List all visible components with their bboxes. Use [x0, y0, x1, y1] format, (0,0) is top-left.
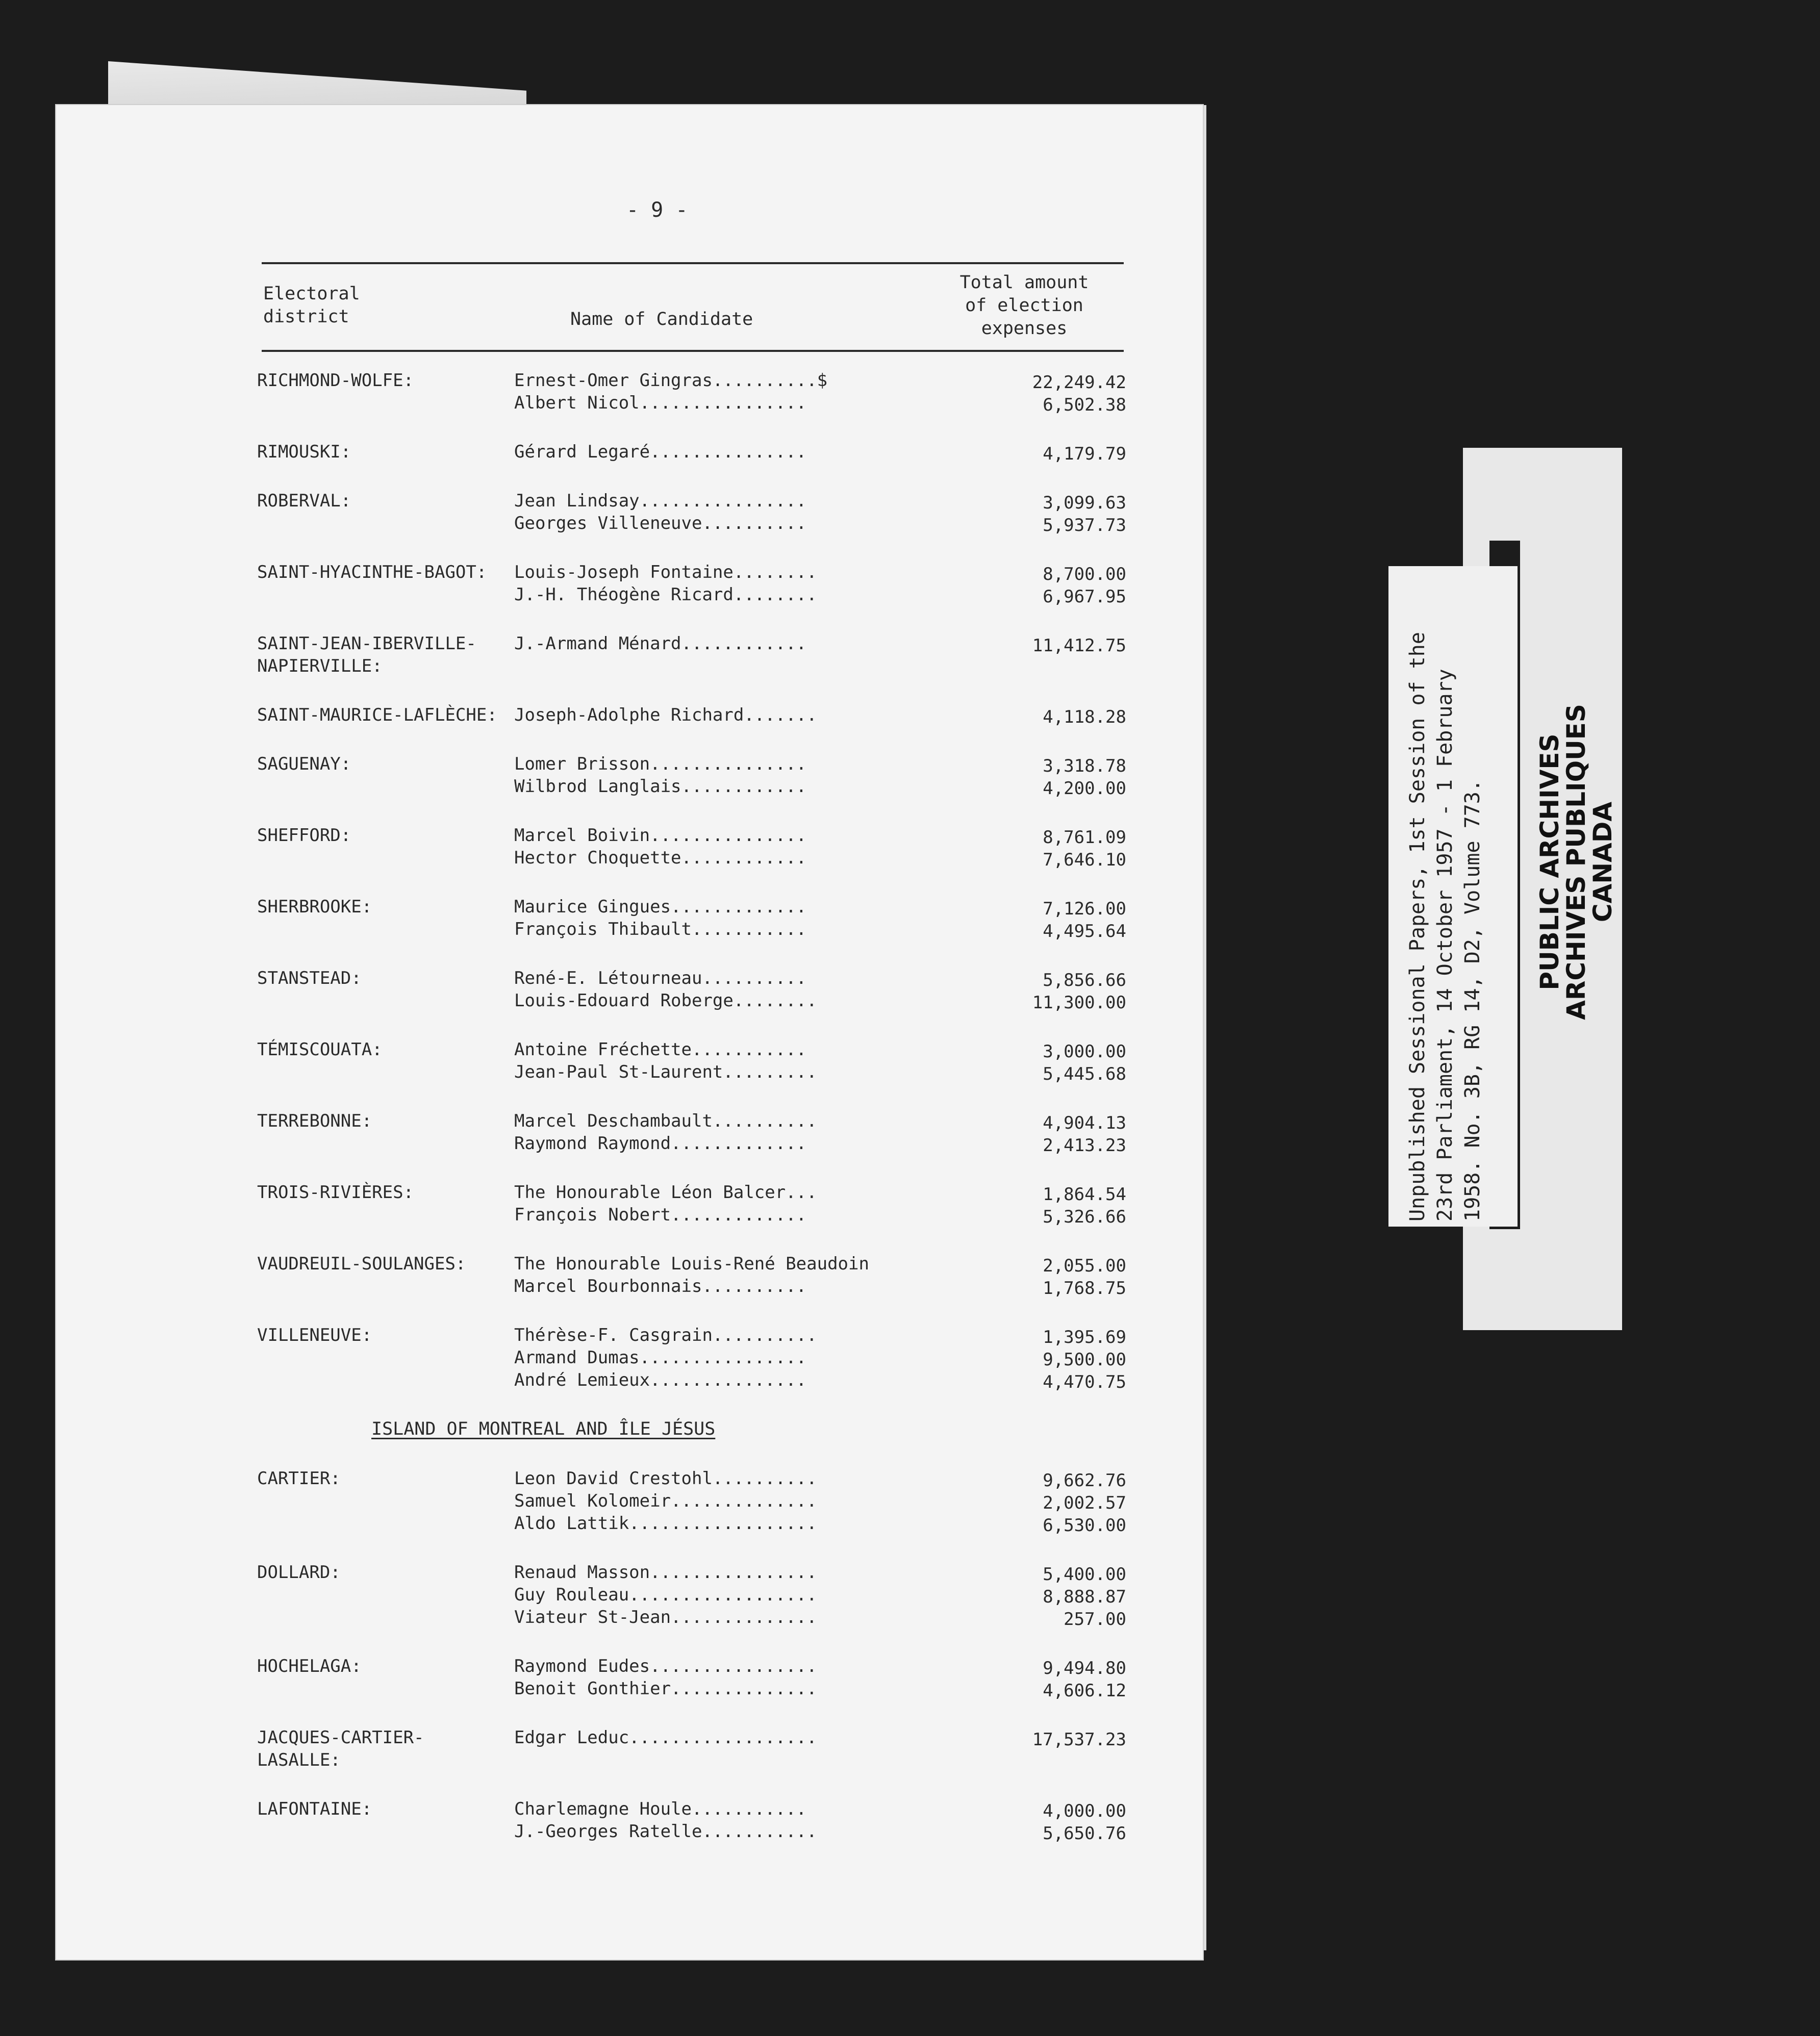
electoral-district: CARTIER: — [257, 1468, 341, 1489]
candidate-name: André Lemieux............... — [514, 1370, 807, 1390]
candidate-name: J.-Armand Ménard............ — [514, 633, 807, 654]
election-expense-amount: 8,888.87 — [1043, 1587, 1126, 1607]
candidate-name: J.-Georges Ratelle........... — [514, 1821, 817, 1842]
district-group — [55, 753, 1204, 798]
candidate-row — [514, 1275, 1126, 1297]
candidate-row — [514, 1655, 1126, 1677]
election-expense-amount: 11,412.75 — [1032, 635, 1126, 656]
candidate-name: Jean-Paul St-Laurent......... — [514, 1062, 817, 1082]
candidate-row — [514, 1726, 1126, 1749]
election-expense-amount: 4,000.00 — [1043, 1801, 1126, 1821]
election-expense-amount: 4,179.79 — [1043, 444, 1126, 464]
election-expense-amount: 6,967.95 — [1043, 587, 1126, 607]
candidate-list — [514, 490, 1126, 535]
district-group — [55, 1467, 1204, 1535]
candidate-name: Aldo Lattik.................. — [514, 1513, 817, 1534]
district-group — [55, 1038, 1204, 1083]
candidate-list — [514, 1324, 1126, 1391]
quebec-districts — [55, 369, 1204, 1391]
candidate-name: Georges Villeneuve.......... — [514, 513, 807, 533]
election-expense-amount: 9,494.80 — [1043, 1658, 1126, 1678]
election-expense-amount: 5,937.73 — [1043, 515, 1126, 536]
candidate-list — [514, 1467, 1126, 1535]
candidate-name: Jean Lindsay................ — [514, 491, 807, 511]
district-group — [55, 1655, 1204, 1700]
candidate-name: François Thibault........... — [514, 919, 807, 939]
candidate-name: Marcel Boivin............... — [514, 825, 807, 846]
district-group — [55, 632, 1204, 677]
montreal-districts — [55, 1467, 1204, 1843]
candidate-row — [514, 1584, 1126, 1606]
electoral-district: TÉMISCOUATA: — [257, 1039, 383, 1060]
candidate-name: Edgar Leduc.................. — [514, 1727, 817, 1748]
electoral-district: ROBERVAL: — [257, 491, 351, 511]
electoral-district: VILLENEUVE: — [257, 1325, 372, 1345]
candidate-row — [514, 704, 1126, 726]
candidate-list — [514, 704, 1126, 726]
election-expense-amount: 1,395.69 — [1043, 1327, 1126, 1347]
district-group — [55, 896, 1204, 940]
page-number: - 9 - — [626, 198, 688, 222]
candidate-name: Gérard Legaré............... — [514, 442, 807, 462]
electoral-district: SAGUENAY: — [257, 754, 351, 774]
candidate-name: The Honourable Louis-René Beaudoin — [514, 1254, 869, 1274]
candidate-list — [514, 1181, 1126, 1226]
candidate-row — [514, 775, 1126, 798]
candidate-name: Thérèse-F. Casgrain.......... — [514, 1325, 817, 1345]
candidate-list — [514, 1655, 1126, 1700]
candidate-row — [514, 1061, 1126, 1083]
election-expense-amount: 2,002.57 — [1043, 1493, 1126, 1513]
electoral-district: LAFONTAINE: — [257, 1799, 372, 1819]
election-expense-amount: 4,904.13 — [1043, 1113, 1126, 1133]
candidate-name: Joseph-Adolphe Richard....... — [514, 705, 817, 725]
district-group — [55, 1561, 1204, 1628]
election-expense-amount: 2,413.23 — [1043, 1135, 1126, 1156]
election-expense-amount: 4,495.64 — [1043, 921, 1126, 941]
candidate-row — [514, 1512, 1126, 1535]
election-expense-amount: 11,300.00 — [1032, 992, 1126, 1013]
election-expense-amount: 5,856.66 — [1043, 970, 1126, 990]
electoral-district: HOCHELAGA: — [257, 1656, 362, 1676]
election-expense-amount: 7,646.10 — [1043, 850, 1126, 870]
candidate-row — [514, 561, 1126, 583]
candidate-row — [514, 1820, 1126, 1843]
candidate-name: Maurice Gingues............. — [514, 897, 807, 917]
election-expense-amount: 9,662.76 — [1043, 1470, 1126, 1491]
section-title: ISLAND OF MONTREAL AND ÎLE JÉSUS — [371, 1419, 716, 1439]
candidate-list — [514, 824, 1126, 869]
district-group — [55, 1726, 1204, 1771]
electoral-district: SAINT-HYACINTHE-BAGOT: — [257, 562, 487, 582]
candidate-row — [514, 441, 1126, 463]
electoral-district: STANSTEAD: — [257, 968, 362, 988]
candidate-row — [514, 1324, 1126, 1346]
electoral-district: JACQUES-CARTIER- LASALLE: — [257, 1727, 424, 1770]
election-expense-amount: 1,864.54 — [1043, 1184, 1126, 1205]
candidate-row — [514, 896, 1126, 918]
electoral-district: TROIS-RIVIÈRES: — [257, 1182, 414, 1203]
district-group — [55, 1181, 1204, 1226]
expense-table — [55, 369, 1204, 1869]
candidate-name: Benoit Gonthier.............. — [514, 1678, 817, 1699]
election-expense-amount: 8,700.00 — [1043, 564, 1126, 584]
candidate-list — [514, 632, 1126, 677]
candidate-list — [514, 1726, 1126, 1771]
district-group — [55, 490, 1204, 535]
candidate-name: Armand Dumas................ — [514, 1347, 807, 1368]
document-page — [55, 104, 1204, 1961]
header-top-rule — [262, 262, 1124, 264]
candidate-row — [514, 1253, 1126, 1275]
candidate-row — [514, 1132, 1126, 1155]
candidate-name: Guy Rouleau.................. — [514, 1585, 817, 1605]
candidate-name: Antoine Fréchette........... — [514, 1039, 807, 1060]
candidate-name: Raymond Eudes................ — [514, 1656, 817, 1676]
district-group — [55, 1110, 1204, 1155]
candidate-name: Raymond Raymond............. — [514, 1133, 807, 1154]
candidate-row — [514, 1110, 1126, 1132]
electoral-district: SAINT-JEAN-IBERVILLE- NAPIERVILLE: — [257, 633, 476, 676]
candidate-row — [514, 583, 1126, 606]
candidate-name: Renaud Masson................ — [514, 1562, 817, 1583]
electoral-district: RICHMOND-WOLFE: — [257, 370, 414, 391]
candidate-list — [514, 1038, 1126, 1083]
district-group — [55, 561, 1204, 606]
candidate-row — [514, 824, 1126, 847]
candidate-row — [514, 369, 1126, 392]
candidate-list — [514, 1798, 1126, 1843]
candidate-name: Charlemagne Houle........... — [514, 1799, 807, 1819]
candidate-row — [514, 1181, 1126, 1204]
election-expense-amount: 5,650.76 — [1043, 1823, 1126, 1844]
candidate-row — [514, 847, 1126, 869]
candidate-name: Ernest-Omer Gingras..........$ — [514, 370, 828, 391]
candidate-list — [514, 967, 1126, 1012]
election-expense-amount: 4,200.00 — [1043, 778, 1126, 799]
district-group — [55, 704, 1204, 726]
candidate-name: Viateur St-Jean.............. — [514, 1607, 817, 1627]
candidate-name: François Nobert............. — [514, 1205, 807, 1225]
candidate-name: Leon David Crestohl.......... — [514, 1468, 817, 1489]
candidate-row — [514, 490, 1126, 512]
election-expense-amount: 22,249.42 — [1032, 372, 1126, 393]
electoral-district: SHEFFORD: — [257, 825, 351, 846]
election-expense-amount: 3,099.63 — [1043, 493, 1126, 513]
candidate-list — [514, 896, 1126, 940]
electoral-district: VAUDREUIL-SOULANGES: — [257, 1254, 466, 1274]
candidate-row — [514, 1346, 1126, 1369]
district-group — [55, 1798, 1204, 1843]
election-expense-amount: 5,400.00 — [1043, 1564, 1126, 1585]
electoral-district: SAINT-MAURICE-LAFLÈCHE: — [257, 705, 497, 725]
candidate-name: J.-H. Théogène Ricard........ — [514, 584, 817, 605]
archive-reference-text: Unpublished Sessional Papers, 1st Session of the 23rd Parliament, 14 October 1957 - 1 February 1958. No. 3B, RG 14, D2, Volume 773. — [1406, 632, 1484, 1221]
candidate-name: Wilbrod Langlais............ — [514, 776, 807, 797]
election-expense-amount: 9,500.00 — [1043, 1350, 1126, 1370]
candidate-row — [514, 753, 1126, 775]
election-expense-amount: 2,055.00 — [1043, 1256, 1126, 1276]
candidate-name: Louis-Joseph Fontaine........ — [514, 562, 817, 582]
candidate-name: René-E. Létourneau.......... — [514, 968, 807, 988]
header-electoral-district: Electoral district — [263, 284, 360, 327]
candidate-row — [514, 1038, 1126, 1061]
candidate-list — [514, 561, 1126, 606]
election-expense-amount: 7,126.00 — [1043, 899, 1126, 919]
district-group — [55, 967, 1204, 1012]
candidate-name: Louis-Edouard Roberge........ — [514, 990, 817, 1011]
candidate-row — [514, 1677, 1126, 1700]
election-expense-amount: 257.00 — [1064, 1609, 1126, 1630]
election-expense-amount: 4,118.28 — [1043, 707, 1126, 727]
candidate-row — [514, 1369, 1126, 1391]
candidate-name: Samuel Kolomeir.............. — [514, 1491, 817, 1511]
candidate-row — [514, 1561, 1126, 1584]
candidate-row — [514, 1490, 1126, 1512]
candidate-list — [514, 369, 1126, 414]
header-total-expenses: Total amount of election expenses — [959, 272, 1089, 339]
candidate-row — [514, 512, 1126, 535]
election-expense-amount: 4,606.12 — [1043, 1681, 1126, 1701]
candidate-list — [514, 1110, 1126, 1155]
header-bottom-rule — [262, 350, 1124, 352]
candidate-list — [514, 441, 1126, 463]
district-group — [55, 824, 1204, 869]
electoral-district: TERREBONNE: — [257, 1111, 372, 1131]
district-group — [55, 1324, 1204, 1391]
election-expense-amount: 3,318.78 — [1043, 756, 1126, 776]
district-group — [55, 1253, 1204, 1297]
candidate-row — [514, 967, 1126, 989]
election-expense-amount: 6,502.38 — [1043, 395, 1126, 415]
candidate-row — [514, 1467, 1126, 1490]
candidate-name: Albert Nicol................ — [514, 393, 807, 413]
election-expense-amount: 8,761.09 — [1043, 827, 1126, 848]
candidate-name: Marcel Bourbonnais.......... — [514, 1276, 807, 1296]
district-group — [55, 369, 1204, 414]
candidate-name: The Honourable Léon Balcer... — [514, 1182, 817, 1203]
election-expense-amount: 6,530.00 — [1043, 1515, 1126, 1536]
district-group — [55, 441, 1204, 463]
archive-stamp-text: PUBLIC ARCHIVES ARCHIVES PUBLIQUES CANADA — [1535, 704, 1617, 1020]
candidate-row — [514, 1204, 1126, 1226]
candidate-row — [514, 632, 1126, 655]
election-expense-amount: 17,537.23 — [1032, 1729, 1126, 1750]
election-expense-amount: 5,326.66 — [1043, 1207, 1126, 1227]
candidate-row — [514, 1798, 1126, 1820]
candidate-name: Marcel Deschambault.......... — [514, 1111, 817, 1131]
candidate-name: Hector Choquette............ — [514, 848, 807, 868]
electoral-district: RIMOUSKI: — [257, 442, 351, 462]
candidate-list — [514, 1561, 1126, 1628]
election-expense-amount: 1,768.75 — [1043, 1278, 1126, 1299]
electoral-district: DOLLARD: — [257, 1562, 341, 1583]
candidate-list — [514, 1253, 1126, 1297]
election-expense-amount: 3,000.00 — [1043, 1041, 1126, 1062]
election-expense-amount: 5,445.68 — [1043, 1064, 1126, 1084]
candidate-list — [514, 753, 1126, 798]
candidate-row — [514, 918, 1126, 940]
electoral-district: SHERBROOKE: — [257, 897, 372, 917]
candidate-row — [514, 392, 1126, 414]
candidate-row — [514, 1606, 1126, 1628]
candidate-row — [514, 989, 1126, 1012]
header-candidate-name: Name of Candidate — [570, 309, 753, 329]
election-expense-amount: 4,470.75 — [1043, 1372, 1126, 1392]
candidate-name: Lomer Brisson............... — [514, 754, 807, 774]
